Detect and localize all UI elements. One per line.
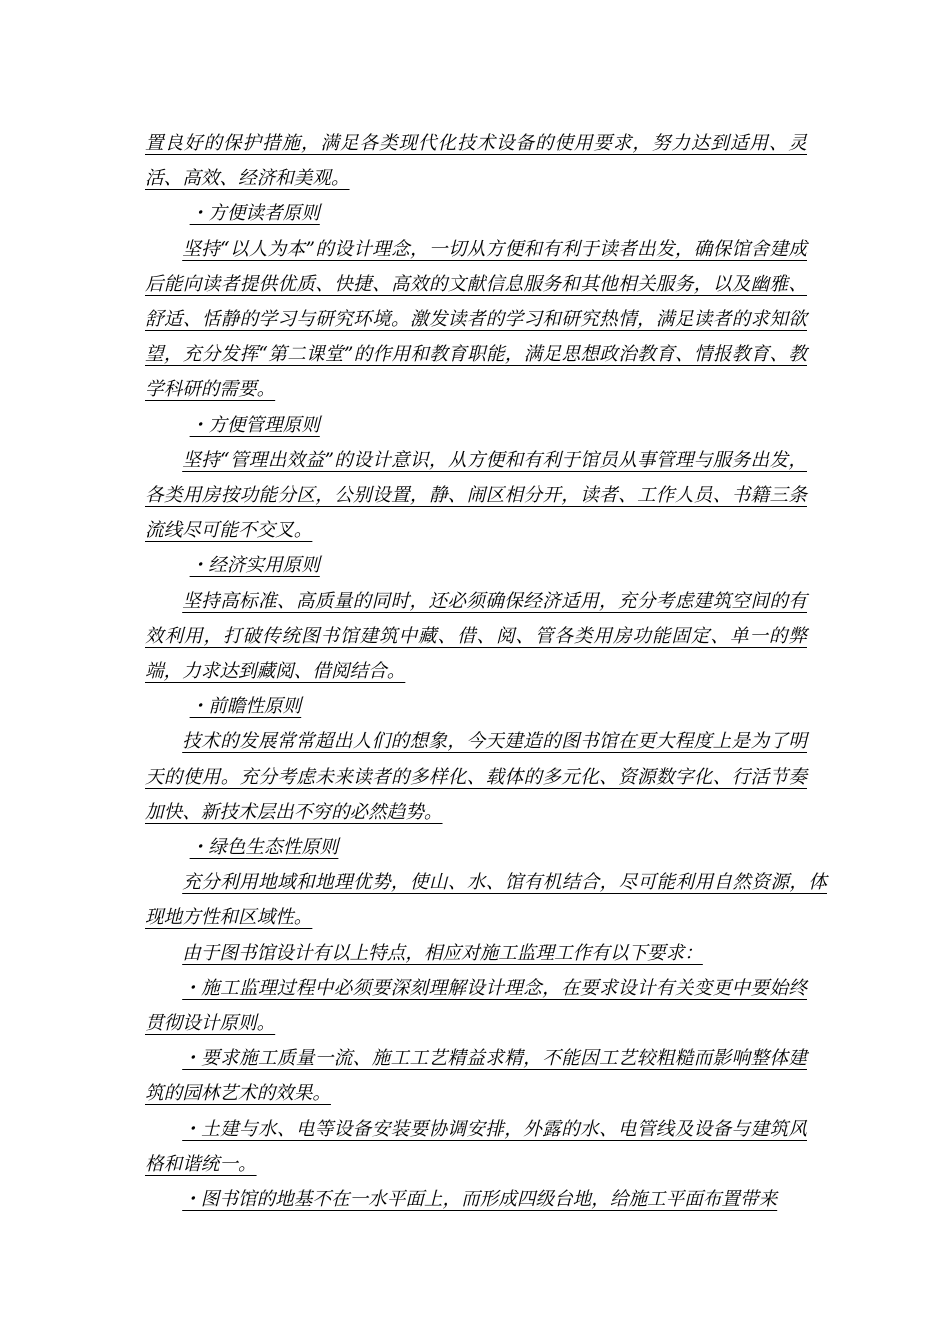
paragraph-forward-looking: 技术的发展常常超出人们的想象，今天建造的图书馆在更大程度上是为了明天的使用。充分考虑未来读者的多样化、载体的多元化、资源数字化、行活节奏加快、新技术层出不穷的必然趋势。 [145, 731, 807, 823]
paragraph-green-ecology: 充分利用地域和地理优势，使山、水、馆有机结合，尽可能利用自然资源，体现地方性和区域性。 [145, 872, 827, 929]
paragraph-1: 置良好的保护措施，满足各类现代化技术设备的使用要求，努力达到适用、灵活、高效、经济和美观。 [145, 133, 807, 190]
heading-management-convenience: ・方便管理原则 [189, 414, 320, 436]
paragraph-requirement-4: ・图书馆的地基不在一水平面上，而形成四级台地，给施工平面布置带来 [182, 1189, 778, 1211]
paragraph-management-convenience: 坚持“管理出效益”的设计意识，从方便和有利于馆员从事管理与服务出发，各类用房按功能分区，公别设置，静、闹区相分开，读者、工作人员、书籍三条流线尽可能不交叉。 [145, 449, 807, 542]
heading-economic-practical: ・经济实用原则 [189, 555, 320, 577]
heading-forward-looking: ・前瞻性原则 [189, 696, 302, 718]
paragraph-requirement-3: ・土建与水、电等设备安装要协调安排，外露的水、电管线及设备与建筑风格和谐统一。 [145, 1118, 807, 1175]
paragraph-economic-practical: 坚持高标准、高质量的同时，还必须确保经济适用，充分考虑建筑空间的有效利用，打破传统图书馆建筑中藏、借、阅、管各类用房功能固定、单一的弊端，力求达到藏阅、借阅结合。 [145, 590, 807, 683]
paragraph-requirement-1: ・施工监理过程中必须要深刻理解设计理念，在要求设计有关变更中要始终贯彻设计原则。 [145, 977, 807, 1035]
paragraph-supervision-intro: 由于图书馆设计有以上特点，相应对施工监理工作有以下要求： [182, 942, 703, 964]
heading-green-ecology: ・绿色生态性原则 [189, 837, 339, 859]
document-body [145, 126, 827, 1217]
heading-reader-convenience: ・方便读者原则 [189, 203, 320, 225]
paragraph-reader-convenience: 坚持“以人为本”的设计理念，一切从方便和有利于读者出发，确保馆舍建成后能向读者提供优质、快捷、高效的文献信息服务和其他相关服务，以及幽雅、舒适、恬静的学习与研究环境。激发读者的学习和研究热情，满足读者的求知欲望，充分发挥“第二课堂”的作用和教育职能，满足思想政治教育、情报教育、教学科研的需要。 [145, 238, 807, 401]
paragraph-requirement-2: ・要求施工质量一流、施工工艺精益求精，不能因工艺较粗糙而影响整体建筑的园林艺术的效果。 [145, 1048, 807, 1105]
